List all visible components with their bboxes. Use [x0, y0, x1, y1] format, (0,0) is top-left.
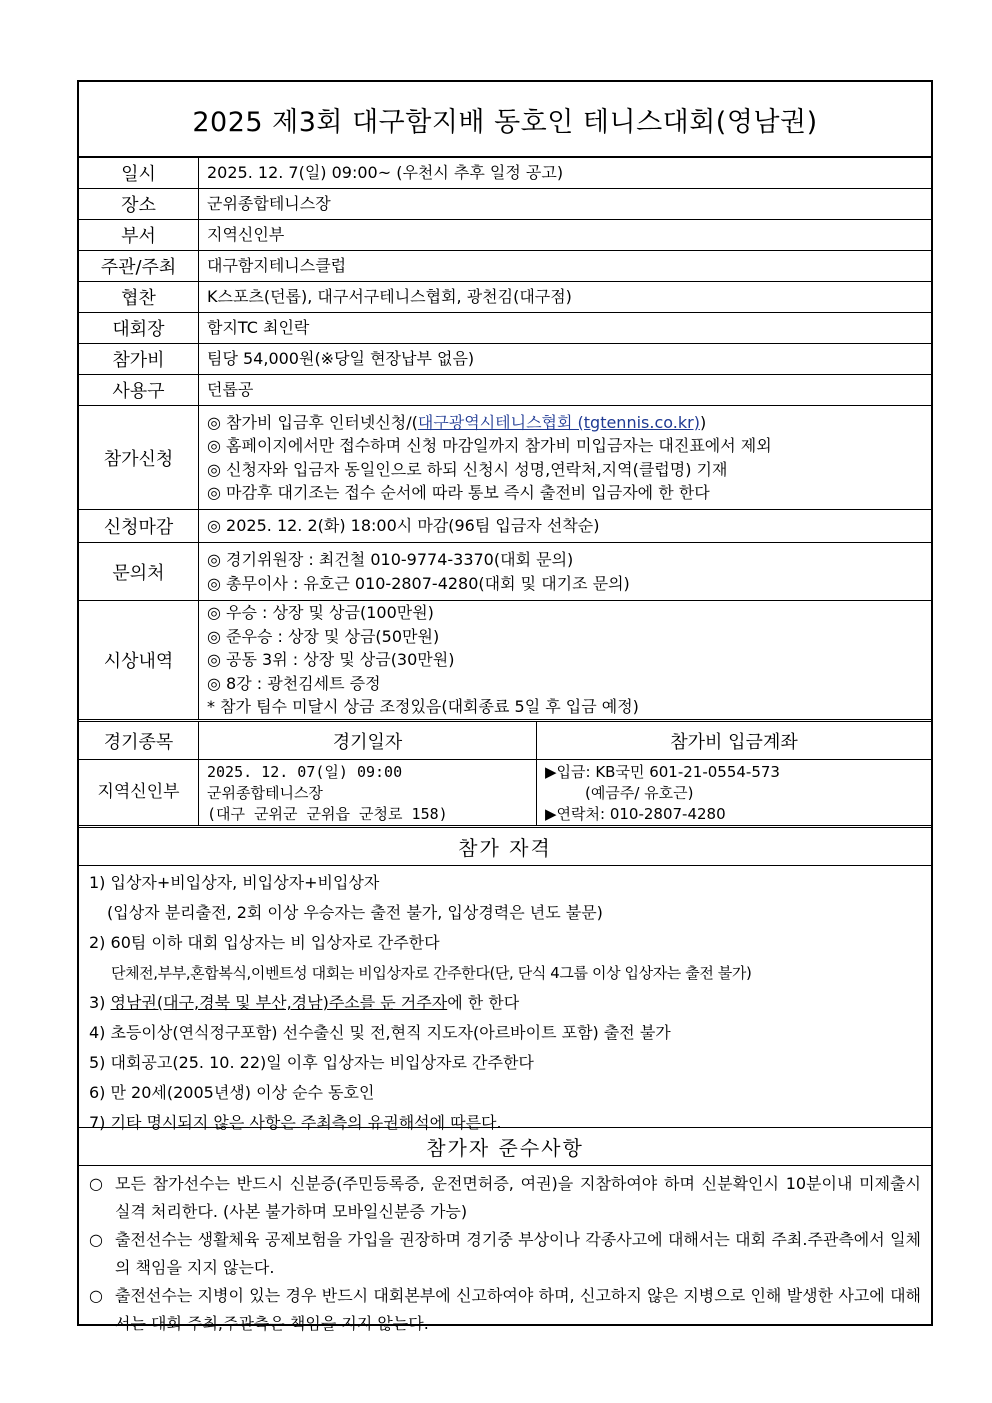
schedule-account — [537, 760, 931, 825]
row-contact — [79, 543, 931, 601]
prize-line-5: * 참가 팀수 미달시 상금 조정있음(대회종료 5일 후 입금 예정) — [207, 697, 639, 717]
label-venue: 장소 — [79, 189, 199, 219]
rule-1 — [89, 1170, 921, 1226]
row-ball — [79, 375, 931, 406]
qual-4: 4) 초등이상(연식정구포함) 선수출신 및 전,현직 지도자(아르바이트 포함) 출전 불가 — [89, 1023, 671, 1042]
qual-1: 1) 입상자+비입상자, 비입상자+비입상자 — [89, 873, 380, 892]
label-apply: 참가신청 — [79, 406, 199, 509]
value-chair: 함지TC 최인락 — [207, 318, 310, 337]
rule-2-text: 출전선수는 생활체육 공제보험을 가입을 권장하며 경기중 부상이나 각종사고에 대해서는 대회 주최.주관측에서 일체의 책임을 지지 않는다. — [115, 1230, 921, 1277]
label-host: 주관/주최 — [79, 251, 199, 281]
notice-document — [77, 80, 933, 1333]
value-date: 2025. 12. 7(일) 09:00~ (우천시 추후 일정 공고) — [207, 163, 564, 182]
circle-bullet-icon: ○ — [89, 1174, 103, 1193]
rules-list — [79, 1166, 931, 1342]
qual-3-underlined: 영남권(대구,경북 및 부산,경남)주소를 둔 거주자 — [110, 993, 448, 1012]
row-sponsor — [79, 282, 931, 313]
schedule-date-line-3: (대구 군위군 군위읍 군청로 158) — [207, 805, 448, 823]
row-deadline — [79, 510, 931, 543]
row-host — [79, 251, 931, 282]
apply-line-1-suffix: ) — [699, 412, 707, 432]
schedule-date-line-1: 2025. 12. 07(일) 09:00 — [207, 763, 403, 781]
value-ball: 던롭공 — [207, 380, 254, 399]
qual-6: 6) 만 20세(2005년생) 이상 순수 동호인 — [89, 1083, 375, 1102]
value-division: 지역신인부 — [207, 225, 285, 244]
apply-line-1 — [207, 411, 923, 435]
schedule-event: 지역신인부 — [79, 760, 199, 825]
qualification-list — [79, 866, 931, 1132]
account-line-3: ▶연락처: 010-2807-4280 — [545, 805, 726, 823]
schedule-date — [199, 760, 537, 825]
qual-3 — [89, 988, 921, 1018]
rule-3 — [89, 1282, 921, 1338]
contact-line-1: ◎ 경기위원장 : 최건철 010-9774-3370(대회 문의) — [207, 549, 574, 569]
label-division: 부서 — [79, 220, 199, 250]
header-account: 참가비 입금계좌 — [670, 731, 798, 753]
header-event: 경기종목 — [79, 722, 199, 759]
rules-heading: 참가자 준수사항 — [79, 1128, 931, 1166]
qual-5: 5) 대회공고(25. 10. 22)일 이후 입상자는 비입상자로 간주한다 — [89, 1053, 534, 1072]
label-sponsor: 협찬 — [79, 282, 199, 312]
value-deadline: ◎ 2025. 12. 2(화) 18:00시 마감(96팀 입금자 선착순) — [207, 516, 600, 535]
qual-3-suffix: 에 한 한다 — [447, 993, 520, 1012]
qual-2: 2) 60팀 이하 대회 입상자는 비 입상자로 간주한다 — [89, 933, 440, 952]
label-ball: 사용구 — [79, 375, 199, 405]
qual-1-note: (입상자 분리출전, 2회 이상 우승자는 출전 불가, 입상경력은 년도 불문) — [107, 903, 603, 922]
schedule-row — [79, 760, 931, 828]
row-chair — [79, 313, 931, 344]
contact-line-2: ◎ 총무이사 : 유호근 010-2807-4280(대회 및 대기조 문의) — [207, 573, 630, 593]
label-contact: 문의처 — [79, 543, 199, 600]
qualification-heading: 참가 자격 — [79, 828, 931, 866]
label-chair: 대회장 — [79, 313, 199, 343]
row-apply — [79, 406, 931, 510]
label-fee: 참가비 — [79, 344, 199, 374]
apply-line-2: ◎ 홈페이지에서만 접수하며 신청 마감일까지 참가비 미입금자는 대진표에서 제외 — [207, 436, 772, 455]
label-prizes: 시상내역 — [79, 601, 199, 719]
header-date: 경기일자 — [199, 722, 537, 759]
page-title: 2025 제3회 대구함지배 동호인 테니스대회(영남권) — [79, 82, 931, 158]
value-venue: 군위종합테니스장 — [207, 194, 331, 213]
value-fee: 팀당 54,000원(※당일 현장납부 없음) — [207, 349, 475, 368]
value-contact — [199, 543, 931, 600]
schedule-header — [79, 722, 931, 760]
row-date — [79, 158, 931, 189]
row-fee — [79, 344, 931, 375]
value-host: 대구함지테니스클럽 — [207, 256, 347, 275]
rule-1-text: 모든 참가선수는 반드시 신분증(주민등록증, 운전면허증, 여권)을 지참하여야 하며 신분확인시 10분이내 미제출시 실격 처리한다. (사본 불가하며 모바일신분증 가능) — [115, 1174, 921, 1221]
circle-bullet-icon: ○ — [89, 1286, 103, 1305]
rule-2 — [89, 1226, 921, 1282]
circle-bullet-icon: ○ — [89, 1230, 103, 1249]
prize-line-1: ◎ 우승 : 상장 및 상금(100만원) — [207, 603, 434, 623]
qual-2-note: 단체전,부부,혼합복식,이벤트성 대회는 비입상자로 간주한다(단, 단식 4그룹 이상 입상자는 출전 불가) — [111, 964, 752, 982]
label-date: 일시 — [79, 158, 199, 188]
label-deadline: 신청마감 — [79, 510, 199, 542]
value-sponsor: K스포츠(던롭), 대구서구테니스협회, 광천김(대구점) — [207, 287, 572, 306]
value-apply — [199, 406, 931, 509]
qual-3-prefix: 3) — [89, 993, 111, 1012]
prize-line-2: ◎ 준우승 : 상장 및 상금(50만원) — [207, 626, 440, 646]
value-prizes — [199, 601, 931, 719]
kta-link[interactable]: 대구광역시테니스협회 (tgtennis.co.kr) — [417, 412, 700, 432]
apply-line-4: ◎ 마감후 대기조는 접수 순서에 따라 통보 즉시 출전비 입금자에 한 한다 — [207, 483, 710, 502]
account-line-2: (예금주/ 유호근) — [585, 784, 694, 802]
apply-line-3: ◎ 신청자와 입금자 동일인으로 하되 신청시 성명,연락처,지역(클럽명) 기재 — [207, 459, 728, 479]
account-line-1: ▶입금: KB국민 601-21-0554-573 — [545, 763, 780, 781]
schedule-date-line-2: 군위종합테니스장 — [207, 784, 323, 802]
qual-7: 7) 기타 명시되지 않은 사항은 주최측의 유권해석에 따른다. — [89, 1113, 502, 1132]
prize-line-4: ◎ 8강 : 광천김세트 증정 — [207, 673, 381, 693]
apply-line-1-prefix: ◎ 참가비 입금후 인터넷신청/( — [207, 412, 418, 432]
row-division — [79, 220, 931, 251]
rule-3-text: 출전선수는 지병이 있는 경우 반드시 대회본부에 신고하여야 하며, 신고하지 않은 지병으로 인해 발생한 사고에 대해서는 대회 주최,주관측은 책임을 지지 않는다. — [115, 1286, 921, 1333]
row-venue — [79, 189, 931, 220]
prize-line-3: ◎ 공동 3위 : 상장 및 상금(30만원) — [207, 650, 455, 670]
row-prizes — [79, 601, 931, 722]
